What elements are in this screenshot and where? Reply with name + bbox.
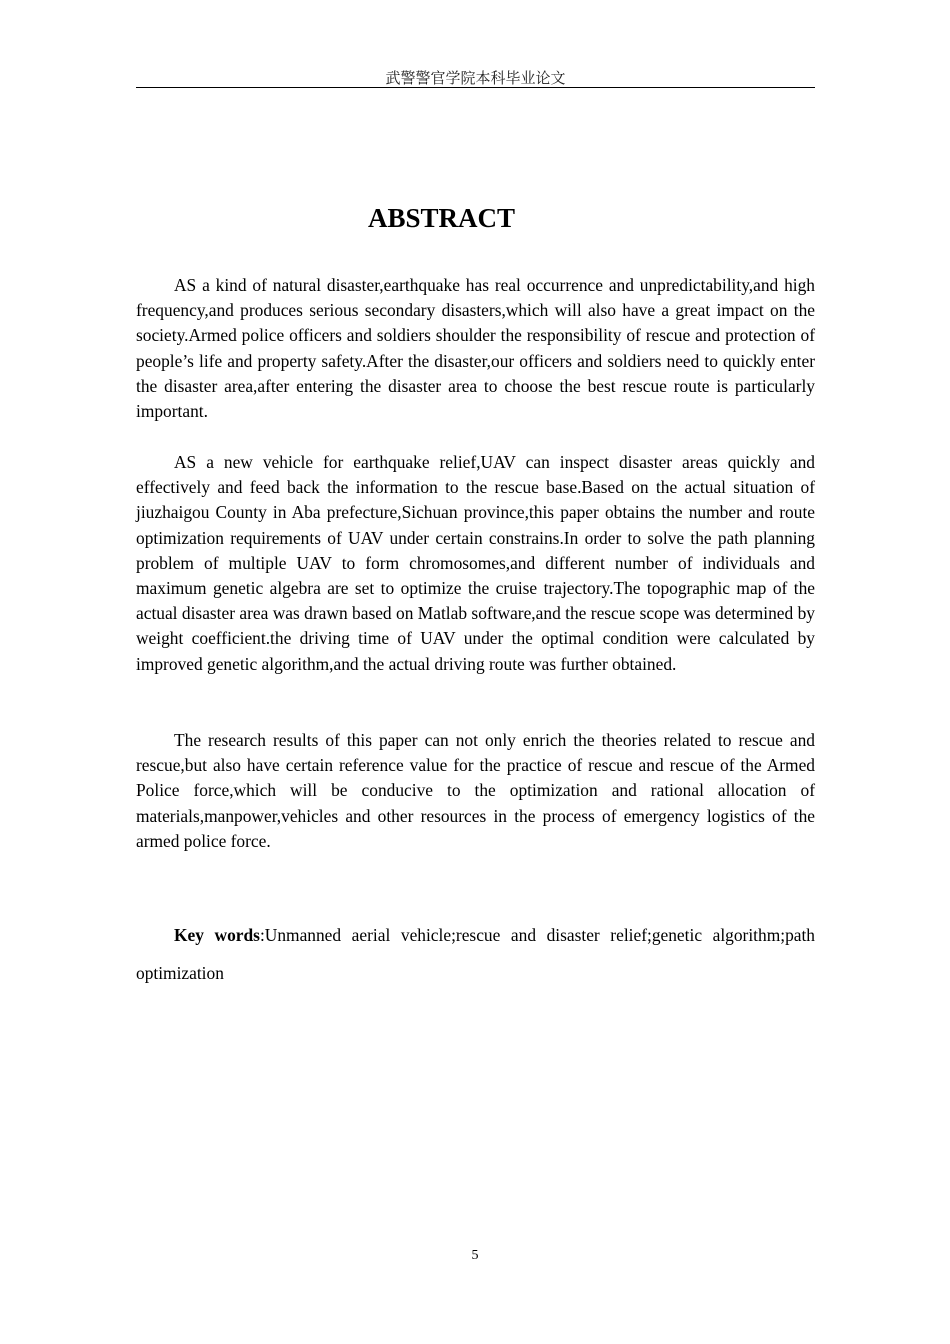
page-number: 5: [471, 1248, 479, 1263]
running-header: 武警警官学院本科毕业论文: [385, 69, 566, 87]
abstract-paragraph-2: AS a new vehicle for earthquake relief,UAV can inspect disaster areas quickly and effectively and feed back the information to the rescue base.Based on the actual situation of jiuzhaigou County in Aba prefecture,Sichuan province,this paper obtains the number and route optimization requirements of UAV under certain constrains.In order to solve the path planning problem of multiple UAV to form chromosomes,and different number of individuals and maximum genetic algebra are set to optimize the cruise trajectory.The topographic map of the actual disaster area was drawn based on Matlab software,and the rescue scope was determined by weight coefficient.the driving time of UAV under the optimal condition were calculated by improved genetic algorithm,and the actual driving route was further obtained.: [136, 452, 815, 674]
header-rule: [136, 87, 815, 88]
abstract-title: ABSTRACT: [367, 203, 516, 233]
keywords-text: :Unmanned aerial vehicle;rescue and disaster relief;genetic algorithm;path optimization: [136, 925, 816, 983]
abstract-paragraph-1: AS a kind of natural disaster,earthquake has real occurrence and unpredictability,and high frequency,and produces serious secondary disasters,which will also have a great impact on the society.Armed police officers and soldiers shoulder the responsibility of rescue and protection of people’s life and property safety.After the disaster,our officers and soldiers need to quickly enter the disaster area,after entering the disaster area to choose the best rescue route is particularly important.: [136, 275, 815, 422]
abstract-paragraph-3: The research results of this paper can not only enrich the theories related to rescue and rescue,but also have certain reference value for the practice of rescue and rescue of the Armed Police force,which will be conducive to the optimization and rational allocation of materials,manpower,vehicles and other resources in the process of emergency logistics of the armed police force.: [136, 730, 815, 851]
keywords-label: Key words: [174, 925, 260, 945]
keywords-line: [136, 916, 815, 992]
